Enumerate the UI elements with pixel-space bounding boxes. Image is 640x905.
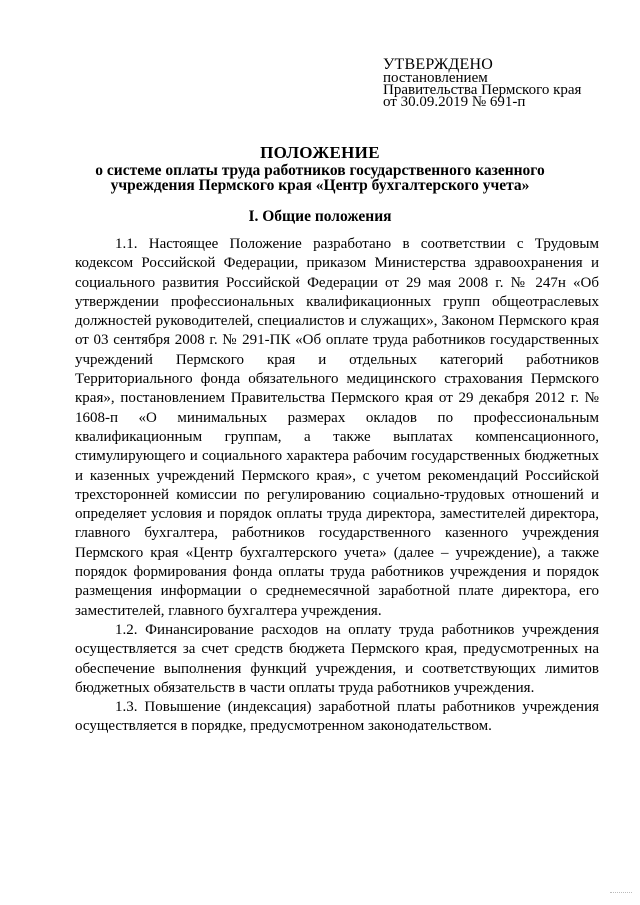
subtitle-line-2: учреждения Пермского края «Центр бухгалтерского учета» xyxy=(110,177,530,194)
approval-line-2: Правительства Пермского края xyxy=(383,82,582,98)
approval-line-1: постановлением xyxy=(383,70,488,86)
subtitle-line-1: о системе оплаты труда работников государственного казенного xyxy=(95,162,545,179)
document-title: ПОЛОЖЕНИЕ xyxy=(260,143,380,162)
approval-heading: УТВЕРЖДЕНО xyxy=(383,56,494,73)
paragraph-1-2: 1.2. Финансирование расходов на оплату труда работников учреждения осуществляется за счет средств бюджета Пермского края, предусмотренных на обеспечение выполнения функций учреждения, и соответствующих лимитов бюджетных обязательств в части оплаты труда работников учреждения. xyxy=(75,621,599,696)
paragraph-1-1: 1.1. Настоящее Положение разработано в соответствии с Трудовым кодексом Российской Федерации, приказом Министерства здравоохранения и социального развития Российской Федерации от 29 мая 2008 г. № 247н «Об утверждении профессиональных квалификационных групп общеотраслевых должностей руководителей, специалистов и служащих», Законом Пермского края от 03 сентября 2008 г. № 291-ПК «Об оплате труда работников государственных учреждений Пермского края и отдельных категорий работников Территориального фонда обязательного медицинского страхования Пермского края», постановлением Правительства Пермского края от 29 декабря 2012 г. № 1608-п «О минимальных размерах окладов по профессиональным квалификационным группам, а также выплатах компенсационного, стимулирующего и социального характера рабочим государственных бюджетных и казенных учреждений Пермского края», с учетом рекомендаций Российской трехсторонней комиссии по регулированию социально-трудовых отношений и определяет условия и порядок оплаты труда директора, заместителей директора, главного бухгалтера, работников государственного казенного учреждения Пермского края «Центр бухгалтерского учета» (далее – учреждение), а также порядок формирования фонда оплаты труда работников учреждения и порядок размещения информации о среднемесячной заработной плате директора, его заместителей, главного бухгалтера учреждения. xyxy=(75,236,599,619)
approval-stamp xyxy=(383,58,581,108)
approval-line-3: от 30.09.2019 № 691-п xyxy=(383,94,526,110)
section-heading: I. Общие положения xyxy=(248,208,392,225)
document-body xyxy=(75,235,599,737)
document-subtitle xyxy=(0,163,640,193)
paragraph-1-3: 1.3. Повышение (индексация) заработной платы работников учреждения осуществляется в порядке, предусмотренном законодательством. xyxy=(75,699,599,735)
scan-mark xyxy=(610,892,632,899)
